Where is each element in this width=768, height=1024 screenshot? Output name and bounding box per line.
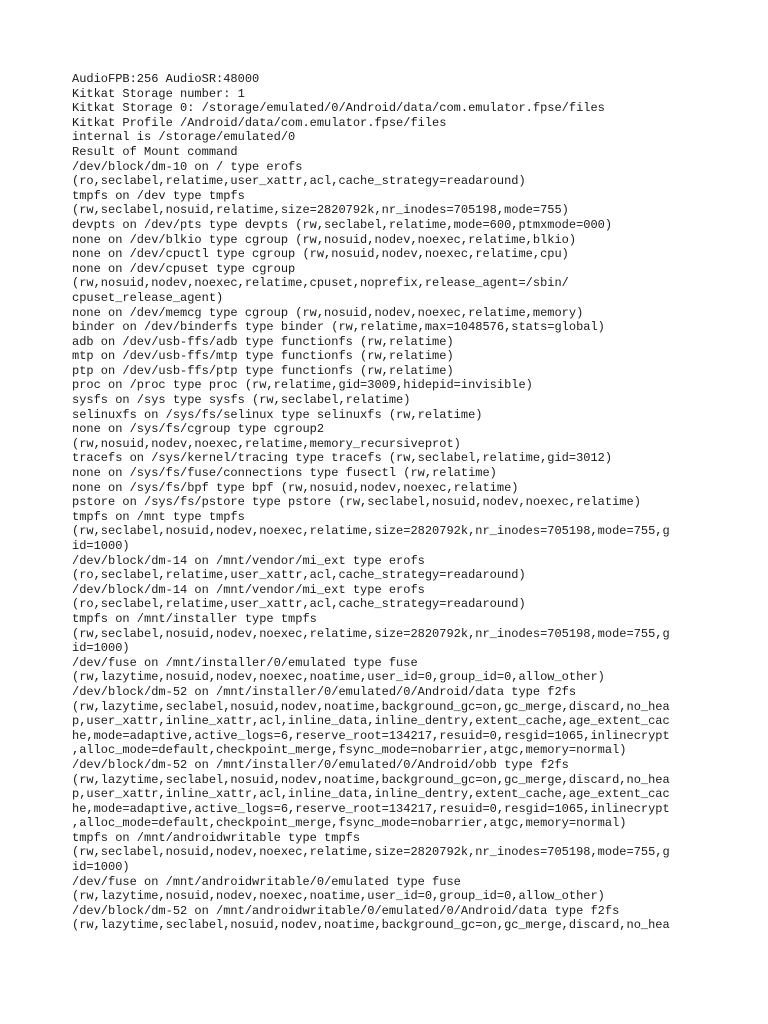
log-line: (rw,seclabel,nosuid,relatime,size=2820792k,nr_inodes=705198,mode=755): [72, 203, 569, 218]
log-line: (rw,lazytime,nosuid,nodev,noexec,noatime,user_id=0,group_id=0,allow_other): [72, 889, 605, 904]
log-line: AudioFPB:256 AudioSR:48000: [72, 72, 260, 86]
log-line: (ro,seclabel,relatime,user_xattr,acl,cache_strategy=readaround): [72, 174, 526, 189]
log-line: (rw,lazytime,seclabel,nosuid,nodev,noatime,background_gc=on,gc_merge,discard,no_hea: [72, 699, 670, 714]
log-line: /dev/block/dm-14 on /mnt/vendor/mi_ext type erofs: [72, 553, 425, 568]
log-line: ptp on /dev/usb-ffs/ptp type functionfs (rw,relatime): [72, 363, 454, 378]
log-line: (rw,lazytime,nosuid,nodev,noexec,noatime,user_id=0,group_id=0,allow_other): [72, 670, 605, 685]
log-line: ,alloc_mode=default,checkpoint_merge,fsync_mode=nobarrier,atgc,memory=normal): [72, 816, 627, 831]
log-line: /dev/block/dm-52 on /mnt/androidwritable/0/emulated/0/Android/data type f2fs: [72, 903, 620, 918]
log-line: (rw,seclabel,nosuid,nodev,noexec,relatime,size=2820792k,nr_inodes=705198,mode=755,g: [72, 626, 670, 641]
log-line: id=1000): [72, 539, 130, 553]
log-line: /dev/fuse on /mnt/androidwritable/0/emulated type fuse: [72, 874, 461, 889]
log-line: Kitkat Profile /Android/data/com.emulator.fpse/files: [72, 115, 447, 130]
log-line: tmpfs on /mnt/installer type tmpfs: [72, 611, 317, 626]
log-line: selinuxfs on /sys/fs/selinux type selinuxfs (rw,relatime): [72, 407, 483, 422]
log-line: id=1000): [72, 641, 130, 656]
log-line: mtp on /dev/usb-ffs/mtp type functionfs (rw,relatime): [72, 349, 454, 364]
log-line: (rw,nosuid,nodev,noexec,relatime,memory_recursiveprot): [72, 436, 461, 451]
log-line: (ro,seclabel,relatime,user_xattr,acl,cache_strategy=readaround): [72, 568, 526, 583]
log-line: p,user_xattr,inline_xattr,acl,inline_data,inline_dentry,extent_cache,age_extent_cac: [72, 787, 670, 802]
log-line: (rw,seclabel,nosuid,nodev,noexec,relatime,size=2820792k,nr_inodes=705198,mode=755,g: [72, 845, 670, 860]
log-line: cpuset_release_agent): [72, 290, 224, 305]
log-line: (rw,nosuid,nodev,noexec,relatime,cpuset,noprefix,release_agent=/sbin/: [72, 276, 569, 291]
log-line: sysfs on /sys type sysfs (rw,seclabel,relatime): [72, 393, 411, 408]
log-line: internal is /storage/emulated/0: [72, 130, 296, 145]
log-line: ,alloc_mode=default,checkpoint_merge,fsync_mode=nobarrier,atgc,memory=normal): [72, 743, 627, 758]
log-line: tmpfs on /mnt/androidwritable type tmpfs: [72, 830, 361, 845]
log-line: binder on /dev/binderfs type binder (rw,relatime,max=1048576,stats=global): [72, 320, 605, 335]
log-line: he,mode=adaptive,active_logs=6,reserve_root=134217,resuid=0,resgid=1065,inlinecrypt: [72, 801, 670, 816]
log-line: id=1000): [72, 860, 130, 875]
log-line: /dev/block/dm-52 on /mnt/installer/0/emulated/0/Android/data type f2fs: [72, 684, 577, 699]
log-line: (rw,lazytime,seclabel,nosuid,nodev,noatime,background_gc=on,gc_merge,discard,no_hea: [72, 918, 670, 933]
log-line: adb on /dev/usb-ffs/adb type functionfs (rw,relatime): [72, 334, 454, 349]
log-line: tmpfs on /dev type tmpfs: [72, 188, 245, 203]
log-line: none on /sys/fs/cgroup type cgroup2: [72, 422, 325, 437]
log-line: Result of Mount command: [72, 144, 238, 159]
log-line: none on /dev/cpuctl type cgroup (rw,nosuid,nodev,noexec,relatime,cpu): [72, 247, 569, 262]
log-line: (rw,seclabel,nosuid,nodev,noexec,relatime,size=2820792k,nr_inodes=705198,mode=755,g: [72, 524, 670, 539]
log-line: none on /sys/fs/bpf type bpf (rw,nosuid,nodev,noexec,relatime): [72, 480, 519, 495]
log-line: /dev/fuse on /mnt/installer/0/emulated type fuse: [72, 655, 418, 670]
log-line: /dev/block/dm-52 on /mnt/installer/0/emulated/0/Android/obb type f2fs: [72, 757, 569, 772]
log-line: /dev/block/dm-10 on / type erofs: [72, 159, 303, 174]
log-line: Kitkat Storage number: 1: [72, 86, 245, 101]
log-line: none on /dev/blkio type cgroup (rw,nosuid,nodev,noexec,relatime,blkio): [72, 232, 577, 247]
mount-log-page: [72, 72, 712, 933]
log-line: he,mode=adaptive,active_logs=6,reserve_root=134217,resuid=0,resgid=1065,inlinecrypt: [72, 728, 670, 743]
log-line: tmpfs on /mnt type tmpfs: [72, 509, 245, 524]
log-line: none on /dev/memcg type cgroup (rw,nosuid,nodev,noexec,relatime,memory): [72, 305, 584, 320]
log-line: /dev/block/dm-14 on /mnt/vendor/mi_ext type erofs: [72, 582, 425, 597]
log-line: none on /sys/fs/fuse/connections type fusectl (rw,relatime): [72, 466, 497, 481]
log-line: none on /dev/cpuset type cgroup: [72, 261, 296, 276]
log-line: Kitkat Storage 0: /storage/emulated/0/Android/data/com.emulator.fpse/files: [72, 101, 605, 116]
log-line: (ro,seclabel,relatime,user_xattr,acl,cache_strategy=readaround): [72, 597, 526, 612]
log-line: p,user_xattr,inline_xattr,acl,inline_data,inline_dentry,extent_cache,age_extent_cac: [72, 714, 670, 729]
log-line: proc on /proc type proc (rw,relatime,gid=3009,hidepid=invisible): [72, 378, 533, 393]
log-line: devpts on /dev/pts type devpts (rw,seclabel,relatime,mode=600,ptmxmode=000): [72, 217, 613, 232]
log-line: (rw,lazytime,seclabel,nosuid,nodev,noatime,background_gc=on,gc_merge,discard,no_hea: [72, 772, 670, 787]
log-line: pstore on /sys/fs/pstore type pstore (rw,seclabel,nosuid,nodev,noexec,relatime): [72, 495, 641, 510]
log-line: tracefs on /sys/kernel/tracing type tracefs (rw,seclabel,relatime,gid=3012): [72, 451, 613, 466]
